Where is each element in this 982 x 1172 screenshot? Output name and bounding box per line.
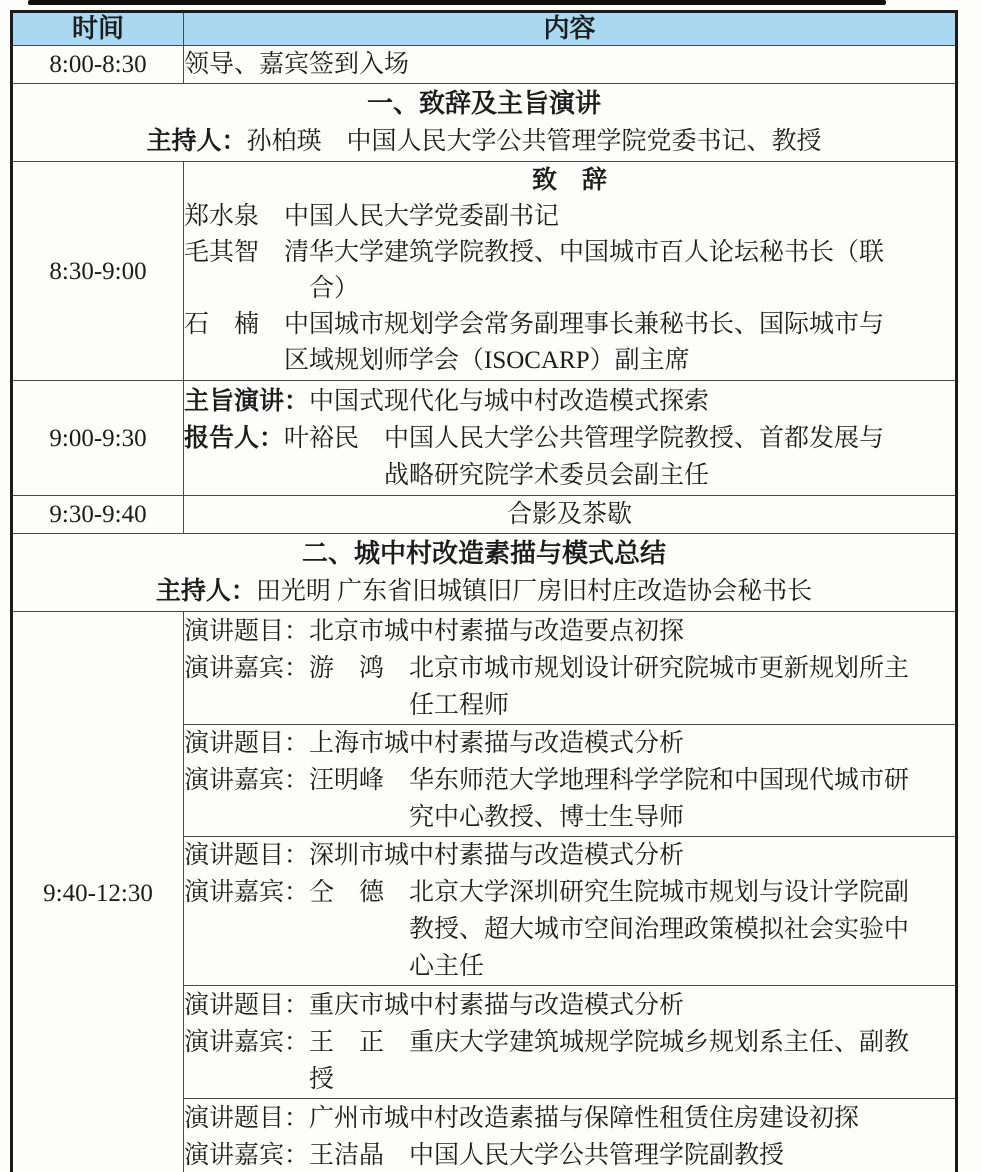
talk-guest-line: 演讲嘉宾：王 正 重庆大学建筑城规学院城乡规划系主任、副教 [184, 1028, 910, 1056]
talk-title-line: 演讲题目：重庆市城中村素描与改造模式分析 [184, 991, 685, 1019]
keynote-title-line [184, 383, 955, 420]
keynote-speaker-continuation: 战略研究院学术委员会副主任 [184, 461, 710, 489]
talk-guest-continuation: 授 [184, 1065, 335, 1093]
content-cell [184, 725, 957, 837]
section-1-title: 一、致辞及主旨演讲 [366, 88, 601, 118]
speaker-line: 郑水泉 中国人民大学党委副书记 [184, 203, 560, 230]
content-column-header: 内容 [184, 12, 957, 46]
content-cell [184, 496, 957, 534]
host-text: 孙柏瑛 中国人民大学公共管理学院党委书记、教授 [246, 127, 822, 155]
keynote-title-text: 中国式现代化与城中村改造模式探索 [309, 387, 710, 415]
talk-guest-line: 演讲嘉宾：游 鸿 北京市城市规划设计研究院城市更新规划所主 [184, 654, 910, 682]
content-cell [184, 612, 957, 725]
row-section-1 [12, 84, 957, 162]
talk-guest-line: 演讲嘉宾：仝 德 北京大学深圳研究生院城市规划与设计学院副 [184, 879, 910, 906]
speeches-heading: 致 辞 [531, 167, 607, 194]
row-signin [12, 46, 957, 84]
photo-break-text: 合影及茶歇 [506, 501, 632, 528]
section-1-host-line [13, 123, 955, 161]
row-talk-beijing [12, 612, 957, 725]
signin-text: 领导、嘉宾签到入场 [184, 51, 410, 78]
section-2-title: 二、城中村改造素描与模式总结 [301, 538, 666, 568]
speaker-line-continuation: 合） [184, 275, 360, 302]
time-column-header: 时间 [12, 12, 184, 46]
scan-artifact-line [28, 0, 886, 5]
speaker-line: 毛其智 清华大学建筑学院教授、中国城市百人论坛秘书长（联 [184, 239, 885, 266]
section-2-cell [12, 534, 957, 612]
speaker-line-continuation: 区域规划师学会（ISOCARP）副主席 [184, 347, 690, 374]
speaker-line: 石 楠 中国城市规划学会常务副理事长兼秘书长、国际城市与 [184, 311, 885, 338]
conference-agenda-table [10, 10, 958, 1172]
talk-title-line: 演讲题目：深圳市城中村素描与改造模式分析 [184, 842, 685, 869]
content-cell [184, 381, 957, 496]
content-cell [184, 162, 957, 381]
keynote-speaker-text: 叶裕民 中国人民大学公共管理学院教授、首都发展与 [284, 424, 885, 452]
content-cell [184, 1099, 957, 1172]
row-keynote [12, 381, 957, 496]
talk-guest-line: 演讲嘉宾：王洁晶 中国人民大学公共管理学院副教授 [184, 1142, 785, 1169]
section-1-cell [12, 84, 957, 162]
section-2-host-line [13, 573, 955, 611]
table-header-row [12, 12, 957, 46]
talk-guest-continuation: 心主任 [184, 953, 485, 980]
talk-title-line: 演讲题目：上海市城中村素描与改造模式分析 [184, 730, 685, 757]
talk-guest-continuation: 任工程师 [184, 691, 510, 719]
content-cell [184, 986, 957, 1099]
talk-title-line: 演讲题目：北京市城中村素描与改造要点初探 [184, 617, 685, 645]
row-opening-speeches [12, 162, 957, 381]
talk-guest-continuation: 究中心教授、博士生导师 [184, 804, 685, 831]
talk-guest-continuation: 教授、超大城市空间治理政策模拟社会实验中 [184, 916, 910, 943]
host-label: 主持人： [155, 577, 256, 605]
time-cell-talks: 9:40-12:30 [12, 612, 184, 1172]
row-photo-break [12, 496, 957, 534]
host-label: 主持人： [146, 127, 247, 155]
keynote-title-label: 主旨演讲： [184, 387, 310, 415]
content-cell [184, 46, 957, 84]
content-cell [184, 837, 957, 986]
keynote-speaker-line [184, 420, 955, 457]
host-text: 田光明 广东省旧城镇旧厂房旧村庄改造协会秘书长 [255, 577, 813, 605]
keynote-speaker-label: 报告人： [184, 424, 285, 452]
talk-guest-line: 演讲嘉宾：汪明峰 华东师范大学地理科学学院和中国现代城市研 [184, 767, 910, 794]
row-section-2 [12, 534, 957, 612]
time-cell: 8:30-9:00 [12, 162, 184, 381]
time-cell: 9:30-9:40 [12, 496, 184, 534]
talk-title-line: 演讲题目：广州市城中村改造素描与保障性租赁住房建设初探 [184, 1105, 860, 1132]
time-cell: 9:00-9:30 [12, 381, 184, 496]
time-cell: 8:00-8:30 [12, 46, 184, 84]
